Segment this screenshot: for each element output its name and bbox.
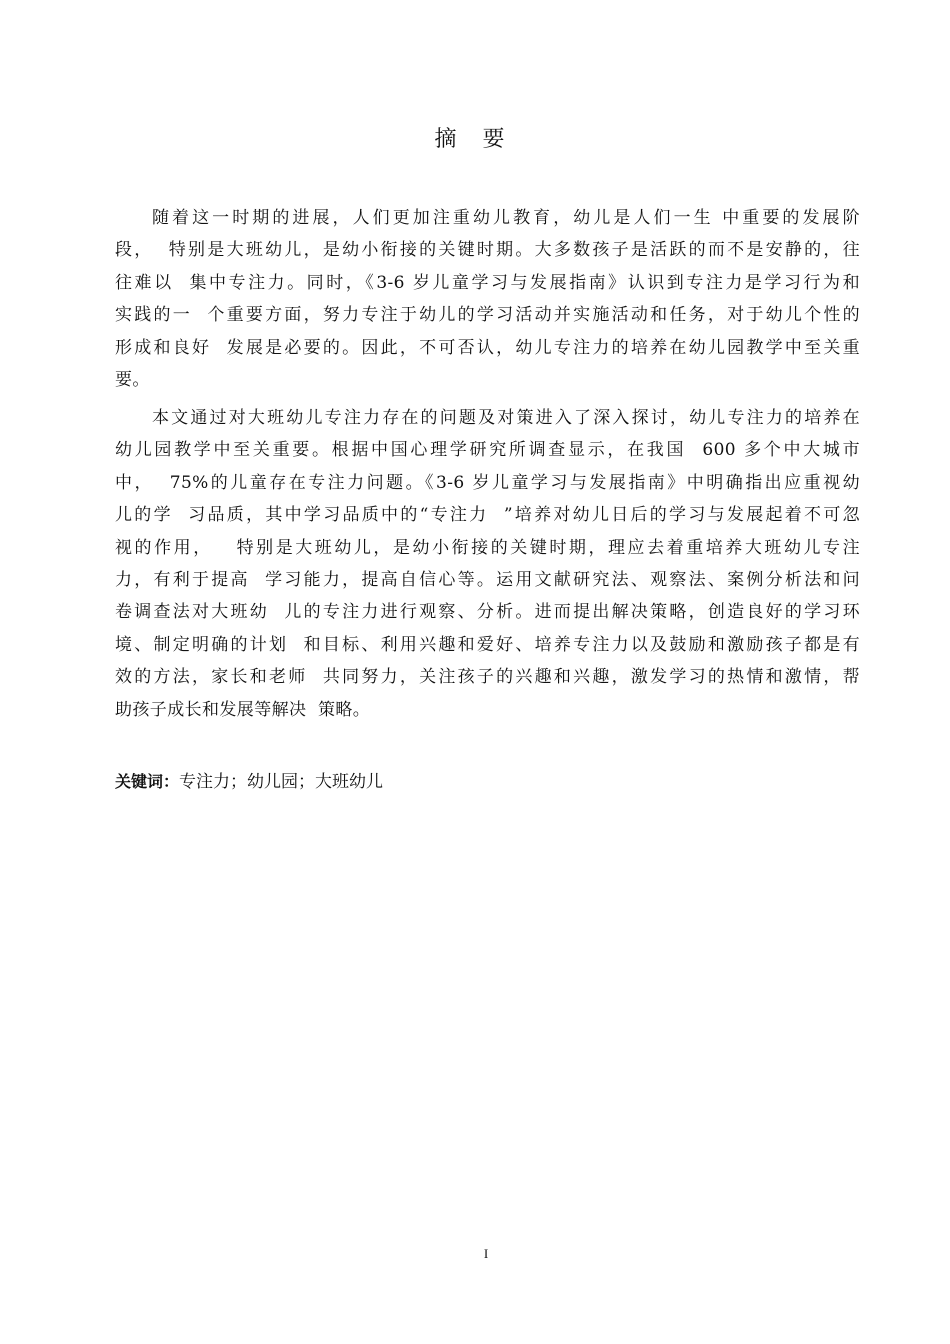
paragraph-line: 随着这一时期的进展，人们更加注重幼儿教育，幼儿是人们一生 中重要的发展阶 xyxy=(152,208,860,228)
keywords-label: 关键词： xyxy=(115,772,180,791)
abstract-paragraph-1 xyxy=(115,202,860,396)
page-number: I xyxy=(483,1246,489,1261)
paragraph-line: 力，有利于提高 学习能力，提高自信心等。运用文献研究法、观察法、案例分析法和问 xyxy=(115,569,860,590)
paragraph-line: 境、制定明确的计划 和目标、利用兴趣和爱好、培养专注力以及鼓励和激励孩子都是有 xyxy=(115,634,860,655)
paragraph-line: 儿的学 习品质，其中学习品质中的“专注力 ”培养对幼儿日后的学习与发展起着不可忽 xyxy=(115,505,860,526)
abstract-title: 摘要 xyxy=(434,127,531,152)
keywords-value: 专注力；幼儿园；大班幼儿 xyxy=(179,772,384,792)
paragraph-line: 实践的一 个重要方面，努力专注于幼儿的学习活动并实施活动和任务，对于幼儿个性的 xyxy=(115,305,860,326)
paragraph-line: 形成和良好 发展是必要的。因此，不可否认，幼儿专注力的培养在幼儿园教学中至关重 xyxy=(115,337,860,358)
paragraph-line: 中， 75%的儿童存在专注力问题。《3-6 岁儿童学习与发展指南》中明确指出应重视幼 xyxy=(115,472,860,493)
paragraph-line: 要。 xyxy=(115,369,150,390)
paragraph-line: 卷调查法对大班幼 儿的专注力进行观察、分析。进而提出解决策略，创造良好的学习环 xyxy=(115,602,860,623)
abstract-paragraph-2 xyxy=(115,402,860,726)
keywords xyxy=(115,768,383,796)
paragraph-line: 效的方法，家长和老师 共同努力，关注孩子的兴趣和兴趣，激发学习的热情和激情，帮 xyxy=(115,667,860,688)
paragraph-line: 段， 特别是大班幼儿，是幼小衔接的关键时期。大多数孩子是活跃的而不是安静的，往 xyxy=(115,240,860,261)
paragraph-line: 幼儿园教学中至关重要。根据中国心理学研究所调查显示，在我国 600 多个中大城市 xyxy=(115,440,860,461)
paragraph-line: 视的作用， 特别是大班幼儿，是幼小衔接的关键时期，理应去着重培养大班幼儿专注 xyxy=(115,537,860,558)
paragraph-line: 助孩子成长和发展等解决 策略。 xyxy=(115,699,371,720)
paragraph-line: 本文通过对大班幼儿专注力存在的问题及对策进入了深入探讨，幼儿专注力的培养在 xyxy=(152,408,860,428)
paragraph-line: 往难以 集中专注力。同时，《3-6 岁儿童学习与发展指南》认识到专注力是学习行为和 xyxy=(115,272,860,293)
